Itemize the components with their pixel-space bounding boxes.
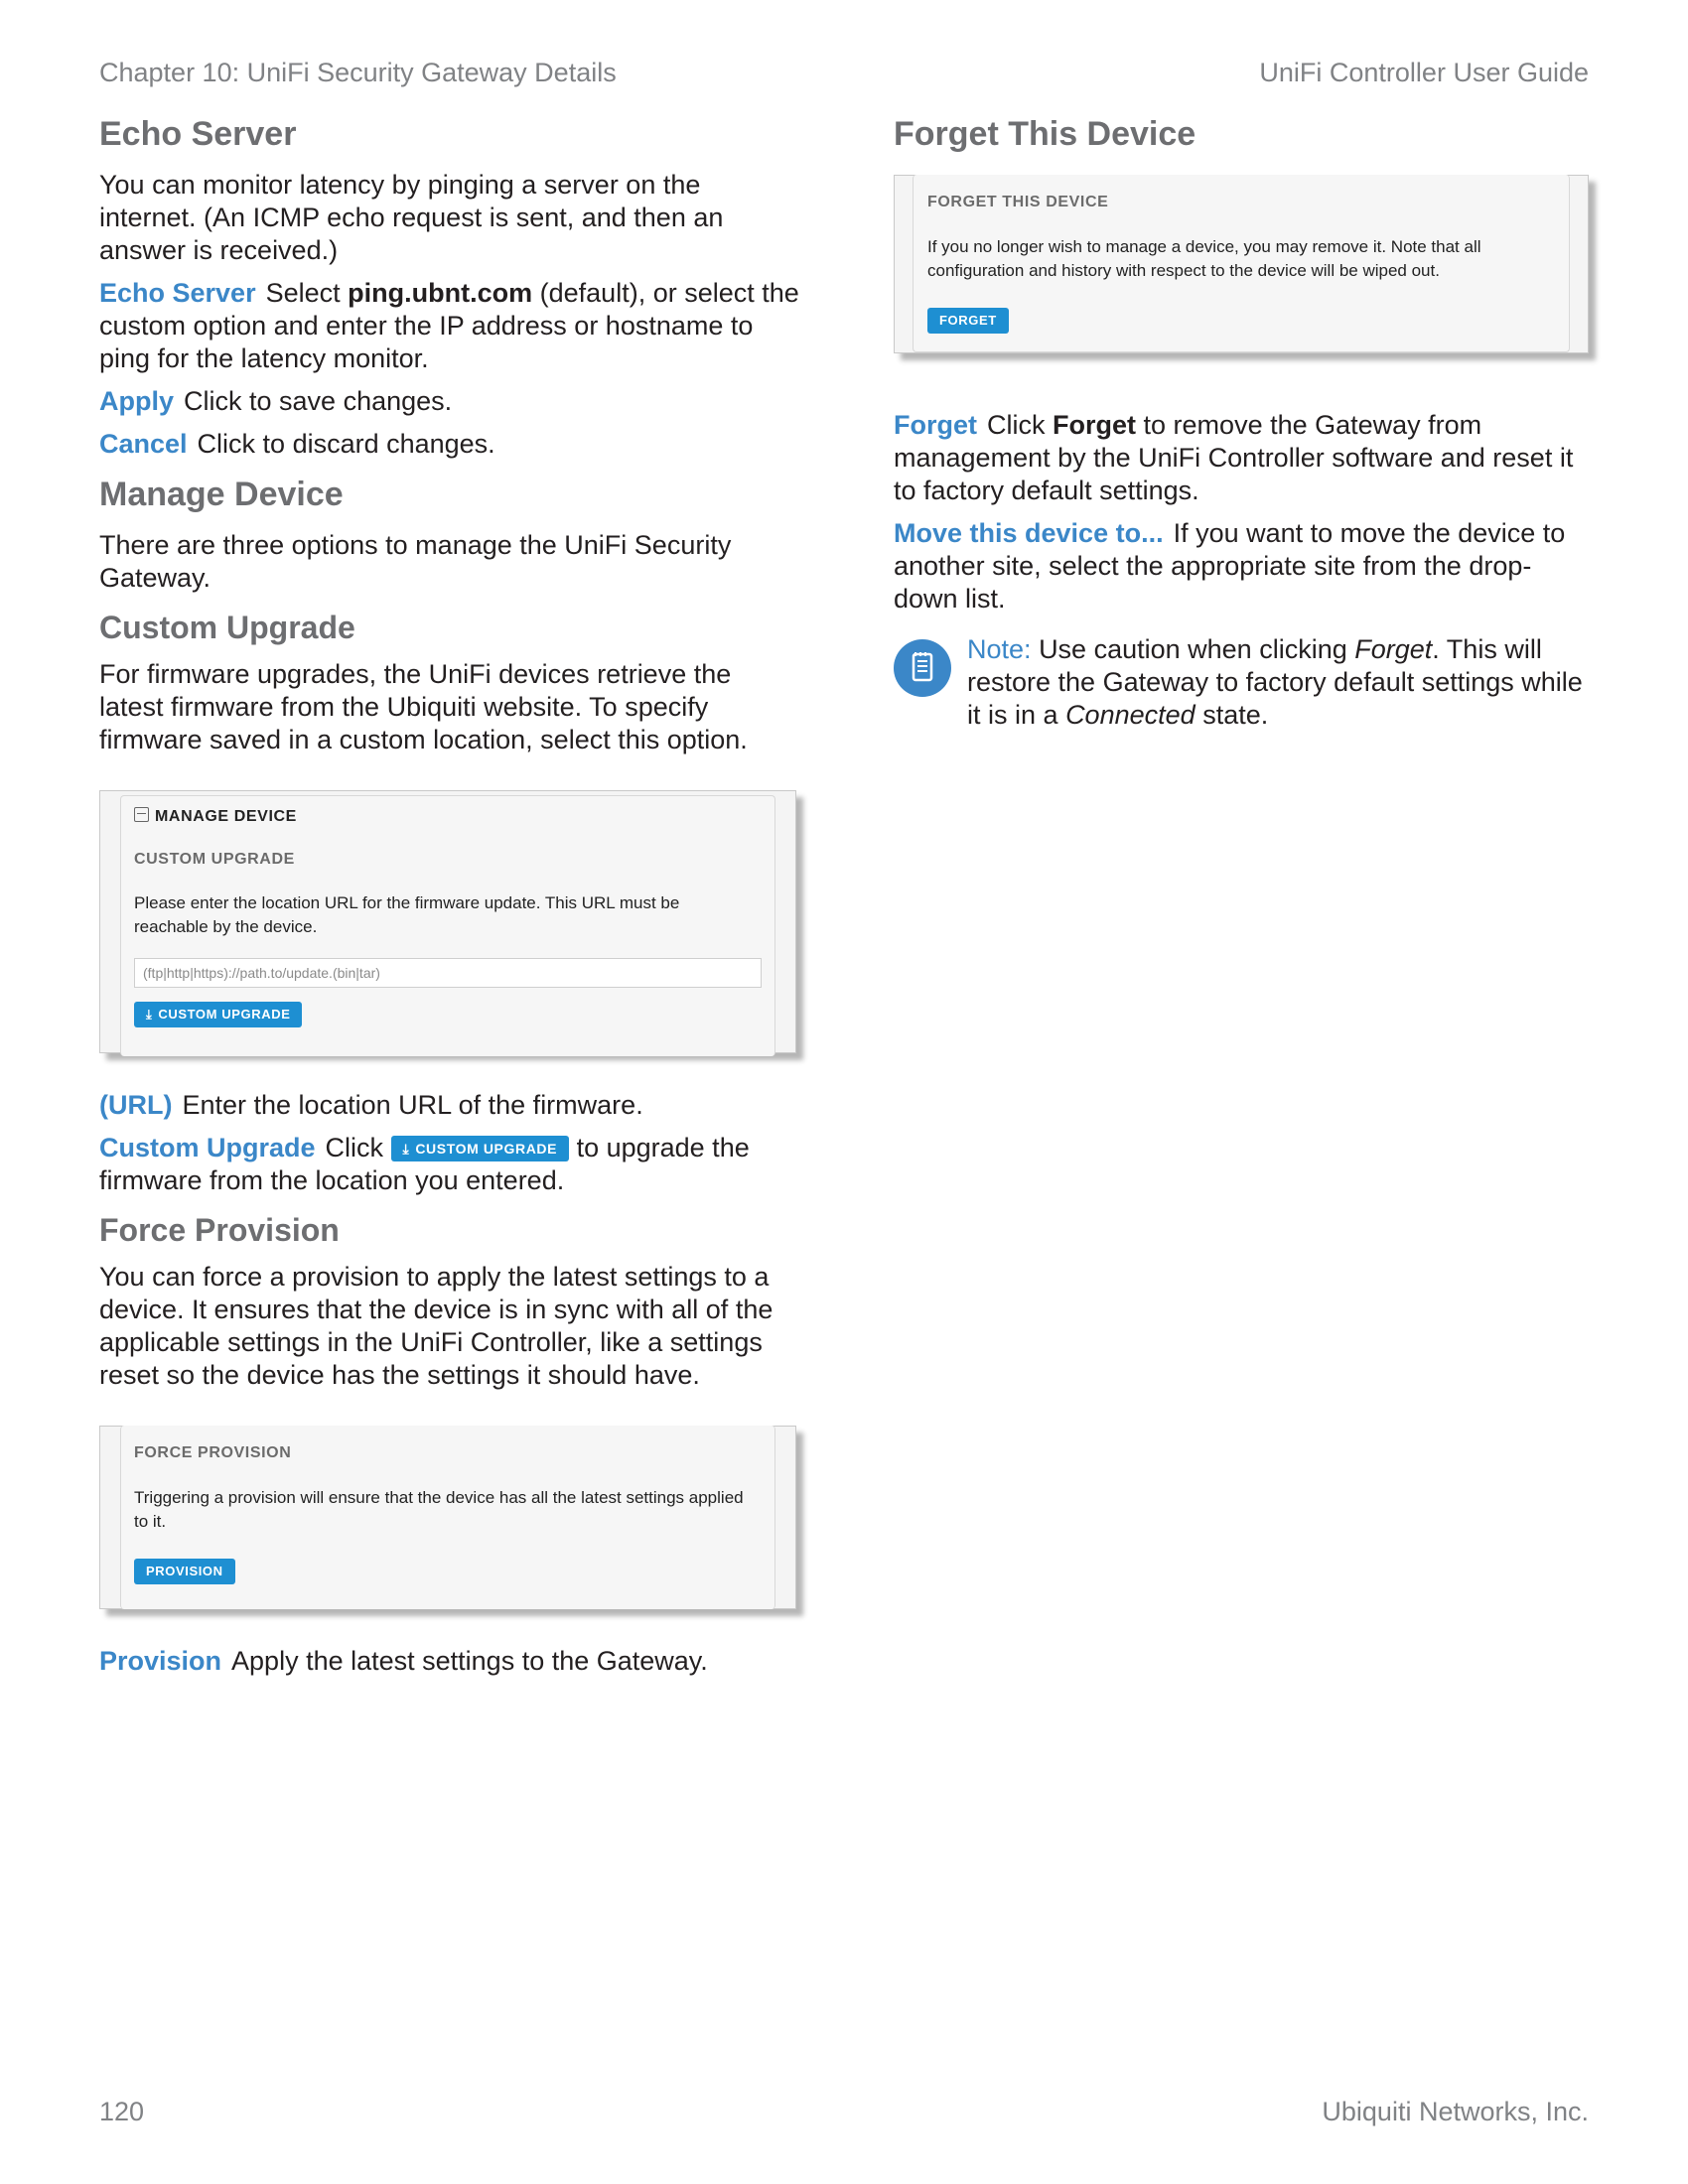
apply-definition: Apply Click to save changes. [99, 385, 453, 416]
cancel-term: Cancel [99, 428, 188, 459]
echo-server-definition: Echo Server Select ping.ubnt.com (default), or select the custom option and enter the IP address or hostname to ping for the latency monitor. [99, 277, 799, 373]
echo-host: ping.ubnt.com [348, 277, 533, 308]
forget-device-section-title: FORGET THIS DEVICE [927, 193, 1109, 210]
custom-upgrade-definition: Custom Upgrade Click ⤓ CUSTOM UPGRADE to upgrade the firmware from the location you entered. [99, 1132, 750, 1195]
url-definition: (URL) Enter the location URL of the firmware. [99, 1089, 643, 1120]
provision-term: Provision [99, 1646, 222, 1677]
manage-device-intro: There are three options to manage the UniFi Security Gateway. [99, 529, 732, 593]
force-provision-section-title: FORCE PROVISION [134, 1444, 292, 1462]
right-column [894, 114, 1589, 742]
running-header-guide: UniFi Controller User Guide [1259, 58, 1589, 87]
apply-term: Apply [99, 385, 175, 416]
download-icon: ⤓ [402, 1140, 410, 1157]
cancel-definition: Cancel Click to discard changes. [99, 428, 495, 459]
custom-upgrade-intro: For firmware upgrades, the UniFi devices retrieve the latest firmware from the Ubiquiti website. To specify firmware saved in a custom location, select this option. [99, 658, 748, 754]
forget-button[interactable]: FORGET [927, 308, 1009, 334]
echo-server-intro: You can monitor latency by pinging a server on the internet. (An ICMP echo request is sent, and then an answer is received.) [99, 169, 724, 265]
custom-upgrade-heading: Custom Upgrade [99, 609, 355, 645]
inline-custom-upgrade-button: ⤓ CUSTOM UPGRADE [391, 1136, 570, 1161]
manage-device-screenshot [99, 790, 796, 1053]
left-column [99, 114, 799, 1688]
custom-upgrade-button[interactable]: ⤓ CUSTOM UPGRADE [134, 1002, 302, 1027]
manage-device-title: MANAGE DEVICE [155, 807, 297, 825]
running-header-chapter: Chapter 10: UniFi Security Gateway Details [99, 58, 617, 87]
echo-server-term: Echo Server [99, 277, 256, 308]
note-icon [894, 639, 951, 697]
custom-upgrade-term: Custom Upgrade [99, 1132, 316, 1162]
url-term: (URL) [99, 1089, 173, 1120]
provision-definition: Provision Apply the latest settings to the Gateway. [99, 1646, 708, 1677]
force-provision-heading: Force Provision [99, 1211, 340, 1248]
page-number: 120 [99, 2097, 145, 2126]
forget-device-screenshot [894, 175, 1589, 353]
forget-device-heading: Forget This Device [894, 115, 1196, 153]
collapse-icon[interactable] [134, 807, 149, 822]
force-provision-description: Triggering a provision will ensure that the device has all the latest settings applied to it. [134, 1488, 744, 1532]
move-term: Move this device to... [894, 517, 1164, 548]
custom-upgrade-description: Please enter the location URL for the firmware update. This URL must be reachable by the device. [134, 892, 680, 936]
note-text: Note: Use caution when clicking Forget. This will restore the Gateway to factory default settings while it is in a Connected state. [967, 633, 1583, 730]
manage-device-heading: Manage Device [99, 475, 344, 513]
note-callout [894, 633, 1589, 732]
provision-button[interactable]: PROVISION [134, 1559, 235, 1584]
echo-server-heading: Echo Server [99, 115, 297, 153]
force-provision-intro: You can force a provision to apply the latest settings to a device. It ensures that the device is in sync with all of the applicable settings in the UniFi Controller, like a settings reset so the device has the settings it should have. [99, 1262, 774, 1391]
custom-upgrade-section-title: CUSTOM UPGRADE [134, 850, 295, 868]
note-label: Note: [967, 633, 1032, 664]
forget-definition: Forget Click Forget to remove the Gateway from management by the UniFi Controller software and reset it to factory default settings. [894, 409, 1574, 505]
move-definition: Move this device to... If you want to move the device to another site, select the appropriate site from the drop-down list. [894, 517, 1566, 614]
firmware-url-input[interactable]: (ftp|http|https)://path.to/update.(bin|tar) [134, 958, 762, 988]
forget-term: Forget [894, 409, 977, 440]
footer-company: Ubiquiti Networks, Inc. [1322, 2097, 1589, 2126]
force-provision-screenshot [99, 1426, 796, 1609]
download-icon: ⤓ [146, 1006, 153, 1022]
forget-device-description: If you no longer wish to manage a device, you may remove it. Note that all configuration and history with respect to the device will be wiped out. [927, 236, 1481, 280]
